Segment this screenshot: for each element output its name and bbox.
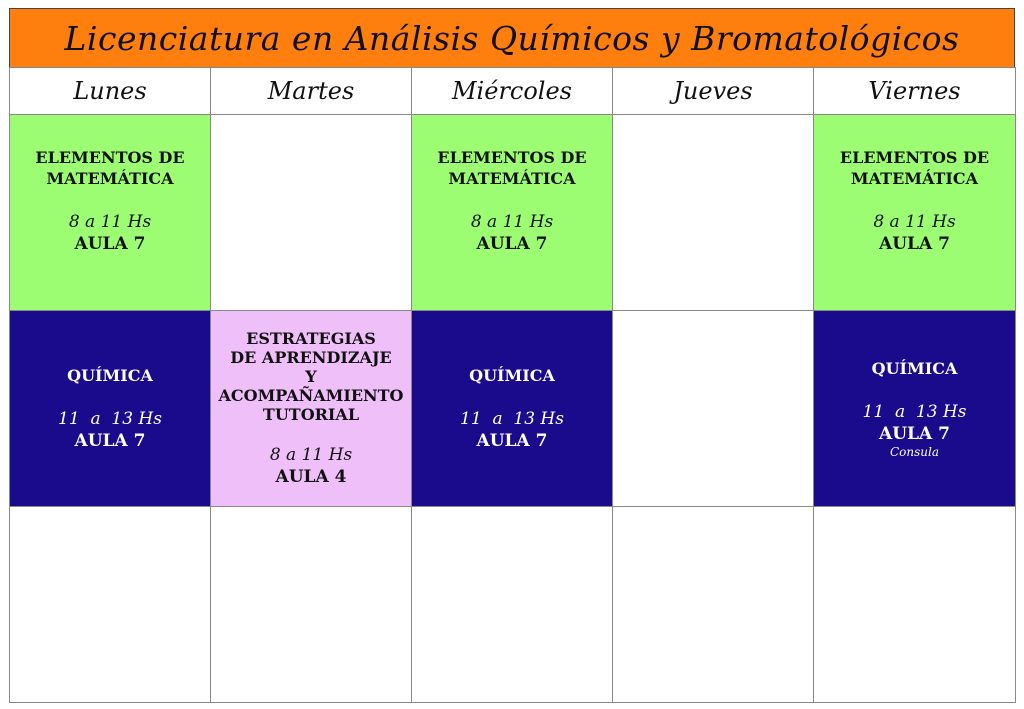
classroom: AULA 7 bbox=[476, 234, 548, 254]
slot-martes-empty bbox=[211, 507, 412, 703]
classroom: AULA 4 bbox=[275, 467, 347, 487]
slot-martes-estrategias bbox=[211, 311, 412, 507]
class-hours: 11 a 13 Hs bbox=[460, 409, 564, 429]
day-header-martes: Martes bbox=[211, 68, 412, 115]
slot-viernes-empty bbox=[814, 507, 1016, 703]
subject-name: TUTORIAL bbox=[262, 405, 360, 424]
subject-name: QUÍMICA bbox=[871, 359, 958, 378]
slot-lunes-empty bbox=[10, 507, 211, 703]
day-header-miercoles: Miércoles bbox=[412, 68, 613, 115]
day-header-jueves: Jueves bbox=[613, 68, 814, 115]
slot-martes-empty bbox=[211, 115, 412, 311]
slot-lunes-elementos bbox=[10, 115, 211, 311]
day-header-lunes: Lunes bbox=[10, 68, 211, 115]
class-hours: 11 a 13 Hs bbox=[58, 409, 162, 429]
subject-name: ESTRATEGIAS bbox=[246, 329, 376, 348]
subject-name: MATEMÁTICA bbox=[46, 169, 174, 188]
slot-miercoles-quimica bbox=[412, 311, 613, 507]
slot-jueves-empty bbox=[613, 311, 814, 507]
schedule-frame bbox=[9, 8, 1015, 703]
subject-name: ELEMENTOS DE bbox=[437, 148, 587, 167]
page-title: Licenciatura en Análisis Químicos y Bromatológicos bbox=[9, 8, 1015, 68]
class-hours: 8 a 11 Hs bbox=[873, 212, 956, 232]
slot-jueves-empty bbox=[613, 115, 814, 311]
subject-name: ELEMENTOS DE bbox=[35, 148, 185, 167]
classroom: AULA 7 bbox=[879, 424, 950, 444]
class-note: Consula bbox=[889, 445, 939, 459]
subject-name: MATEMÁTICA bbox=[850, 169, 979, 188]
subject-name: QUÍMICA bbox=[469, 366, 555, 385]
subject-name: MATEMÁTICA bbox=[448, 169, 576, 188]
schedule-grid bbox=[9, 67, 1016, 703]
class-hours: 11 a 13 Hs bbox=[862, 402, 967, 422]
subject-name: QUÍMICA bbox=[67, 366, 153, 385]
slot-viernes-elementos bbox=[814, 115, 1016, 311]
subject-name: Y ACOMPAÑAMIENTO bbox=[218, 367, 404, 405]
classroom: AULA 7 bbox=[74, 234, 146, 254]
class-hours: 8 a 11 Hs bbox=[470, 212, 554, 232]
classroom: AULA 7 bbox=[74, 431, 146, 451]
slot-jueves-empty bbox=[613, 507, 814, 703]
classroom: AULA 7 bbox=[879, 234, 950, 254]
day-header-viernes: Viernes bbox=[814, 68, 1016, 115]
subject-name: DE APRENDIZAJE bbox=[230, 348, 392, 367]
class-hours: 8 a 11 Hs bbox=[68, 212, 152, 232]
slot-viernes-quimica bbox=[814, 311, 1016, 507]
slot-miercoles-empty bbox=[412, 507, 613, 703]
slot-miercoles-elementos bbox=[412, 115, 613, 311]
classroom: AULA 7 bbox=[476, 431, 548, 451]
class-hours: 8 a 11 Hs bbox=[269, 445, 353, 465]
slot-lunes-quimica bbox=[10, 311, 211, 507]
subject-name: ELEMENTOS DE bbox=[839, 148, 990, 167]
